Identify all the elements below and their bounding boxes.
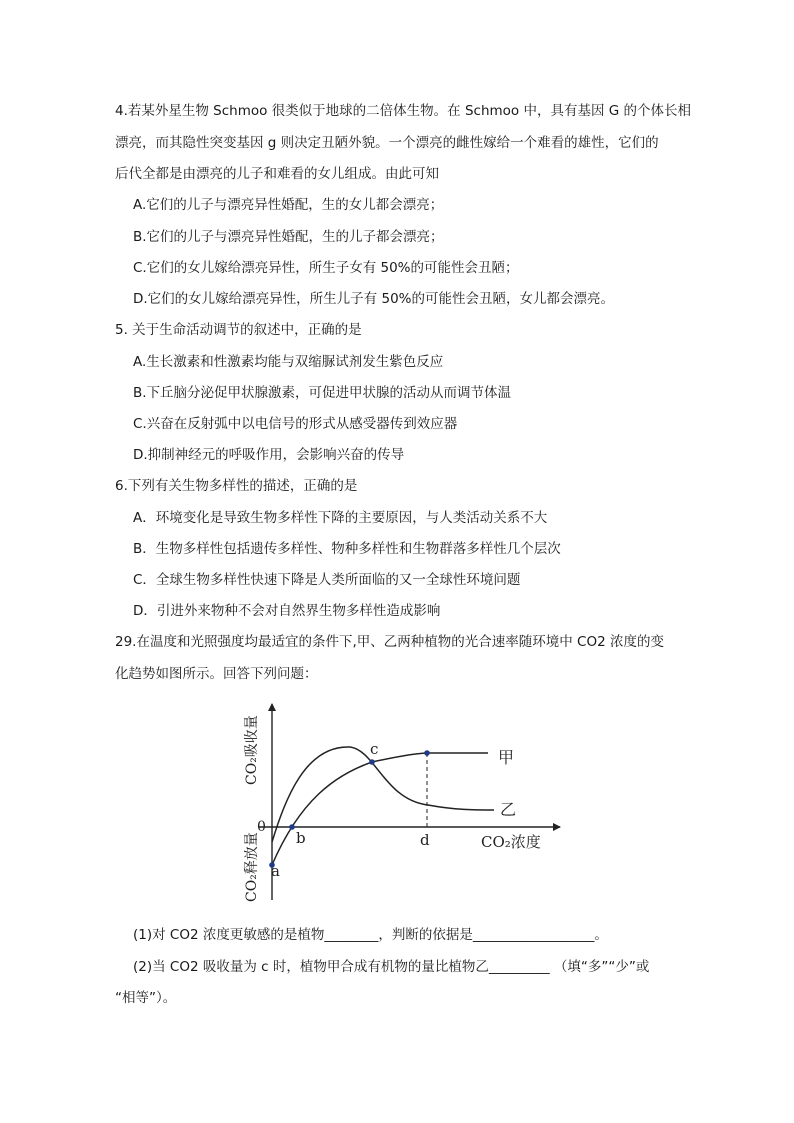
series-yi-label: 乙 <box>500 800 517 819</box>
curve-yi <box>272 747 494 842</box>
q6-option-a: A．环境变化是导致生物多样性下降的主要原因，与人类活动关系不大 <box>133 510 548 526</box>
q5-option-c: C.兴奋在反射弧中以电信号的形式从感受器传到效应器 <box>133 416 458 432</box>
x-axis-label: CO₂浓度 <box>481 833 541 851</box>
q4-option-a: A.它们的儿子与漂亮异性婚配，生的女儿都会漂亮； <box>133 197 444 213</box>
q5-option-a: A.生长激素和性激素均能与双缩脲试剂发生紫色反应 <box>133 354 444 370</box>
y-axis-label-bottom: CO₂释放量 <box>244 832 260 902</box>
q6-option-d: D．引进外来物种不会对自然界生物多样性造成影响 <box>133 603 441 619</box>
q4-option-c: C.它们的女儿嫁给漂亮异性，所生子女有 50%的可能性会丑陋； <box>133 260 519 276</box>
q4-option-b: B.它们的儿子与漂亮异性婚配，生的儿子都会漂亮； <box>133 229 444 245</box>
series-jia-label: 甲 <box>498 748 515 767</box>
q4-stem-line-2: 漂亮，而其隐性突变基因 g 则决定丑陋外貌。一个漂亮的雌性嫁给一个难看的雄性，它们的 <box>115 135 659 151</box>
q5-option-b: B.下丘脑分泌促甲状腺激素，可促进甲状腺的活动从而调节体温 <box>133 385 512 401</box>
q5-option-d: D.抑制神经元的呼吸作用，会影响兴奋的传导 <box>133 447 405 463</box>
q6-option-b: B．生物多样性包括遗传多样性、物种多样性和生物群落多样性几个层次 <box>133 541 561 557</box>
y-axis-label-top: CO₂吸收量 <box>244 715 260 785</box>
q4-stem-line-1: 4.若某外星生物 Schmoo 很类似于地球的二倍体生物。在 Schmoo 中，具有基因 G 的个体长相 <box>115 103 692 119</box>
q4-option-d: D.它们的女儿嫁给漂亮异性，所生儿子有 50%的可能性会丑陋，女儿都会漂亮。 <box>133 291 614 307</box>
q6-option-c: C．全球生物多样性快速下降是人类所面临的又一全球性环境问题 <box>133 572 521 588</box>
point-d-label: d <box>420 831 430 849</box>
q4-stem-line-3: 后代全都是由漂亮的儿子和难看的女儿组成。由此可知 <box>115 166 439 182</box>
point-c-marker <box>369 759 375 765</box>
q29-sub-2-cont: “相等”）。 <box>115 990 177 1006</box>
q5-stem: 5. 关于生命活动调节的叙述中，正确的是 <box>115 322 362 338</box>
origin-label: 0 <box>257 819 266 835</box>
q6-stem: 6.下列有关生物多样性的描述，正确的是 <box>115 478 358 494</box>
point-d-marker <box>424 750 430 756</box>
q29-stem-line-2: 化趋势如图所示。回答下列问题： <box>115 666 318 682</box>
point-a-label: a <box>271 862 280 880</box>
q29-sub-1: (1)对 CO2 浓度更敏感的是植物________，判断的依据是__________________。 <box>133 927 608 943</box>
point-c-label: c <box>370 740 379 758</box>
q29-sub-2: (2)当 CO2 吸收量为 c 时，植物甲合成有机物的量比植物乙_________ （填“多”“少”或 <box>133 959 650 975</box>
point-b-label: b <box>296 829 306 847</box>
point-b-marker <box>289 824 295 830</box>
q29-stem-line-1: 29.在温度和光照强度均最适宜的条件下,甲、乙两种植物的光合速率随环境中 CO2 浓度的变 <box>115 634 664 650</box>
